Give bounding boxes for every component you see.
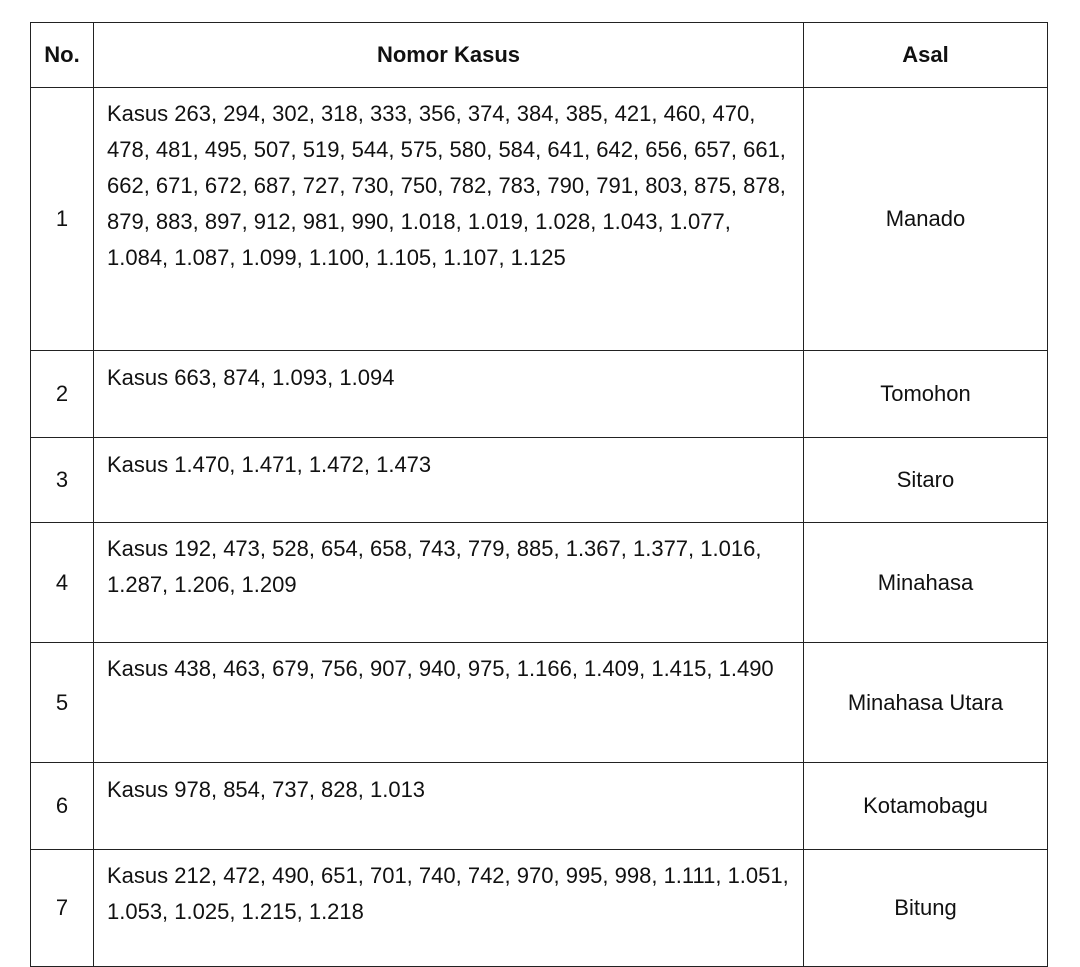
origin-region: Tomohon — [804, 351, 1048, 438]
origin-region: Manado — [804, 88, 1048, 351]
table-row — [31, 763, 1048, 850]
header-origin: Asal — [804, 23, 1048, 88]
origin-region: Sitaro — [804, 438, 1048, 523]
table-body — [31, 88, 1048, 967]
table-row — [31, 643, 1048, 763]
case-numbers: Kasus 978, 854, 737, 828, 1.013 — [94, 763, 804, 850]
table-row — [31, 438, 1048, 523]
row-number: 4 — [31, 523, 94, 643]
table-row — [31, 351, 1048, 438]
table-row — [31, 523, 1048, 643]
row-number: 5 — [31, 643, 94, 763]
case-numbers: Kasus 1.470, 1.471, 1.472, 1.473 — [94, 438, 804, 523]
table-row — [31, 88, 1048, 351]
row-number: 7 — [31, 850, 94, 967]
header-case-numbers: Nomor Kasus — [94, 23, 804, 88]
case-table — [30, 22, 1048, 967]
row-number: 1 — [31, 88, 94, 351]
case-numbers: Kasus 263, 294, 302, 318, 333, 356, 374, 384, 385, 421, 460, 470, 478, 481, 495, 507, 519, 544, 575, 580, 584, 641, 642, 656, 657, 661, 662, 671, 672, 687, 727, 730, 750, 782, 783, 790, 791, 803, 875, 878, 879, 883, 897, 912, 981, 990, 1.018, 1.019, 1.028, 1.043, 1.077, 1.084, 1.087, 1.099, 1.100, 1.105, 1.107, 1.125 — [94, 88, 804, 351]
origin-region: Bitung — [804, 850, 1048, 967]
table-row — [31, 850, 1048, 967]
case-numbers: Kasus 438, 463, 679, 756, 907, 940, 975, 1.166, 1.409, 1.415, 1.490 — [94, 643, 804, 763]
origin-region: Kotamobagu — [804, 763, 1048, 850]
case-numbers: Kasus 212, 472, 490, 651, 701, 740, 742, 970, 995, 998, 1.111, 1.051, 1.053, 1.025, 1.215, 1.218 — [94, 850, 804, 967]
table-header — [31, 23, 1048, 88]
row-number: 3 — [31, 438, 94, 523]
header-no: No. — [31, 23, 94, 88]
header-row — [31, 23, 1048, 88]
row-number: 6 — [31, 763, 94, 850]
origin-region: Minahasa — [804, 523, 1048, 643]
case-numbers: Kasus 663, 874, 1.093, 1.094 — [94, 351, 804, 438]
origin-region: Minahasa Utara — [804, 643, 1048, 763]
case-numbers: Kasus 192, 473, 528, 654, 658, 743, 779, 885, 1.367, 1.377, 1.016, 1.287, 1.206, 1.209 — [94, 523, 804, 643]
row-number: 2 — [31, 351, 94, 438]
